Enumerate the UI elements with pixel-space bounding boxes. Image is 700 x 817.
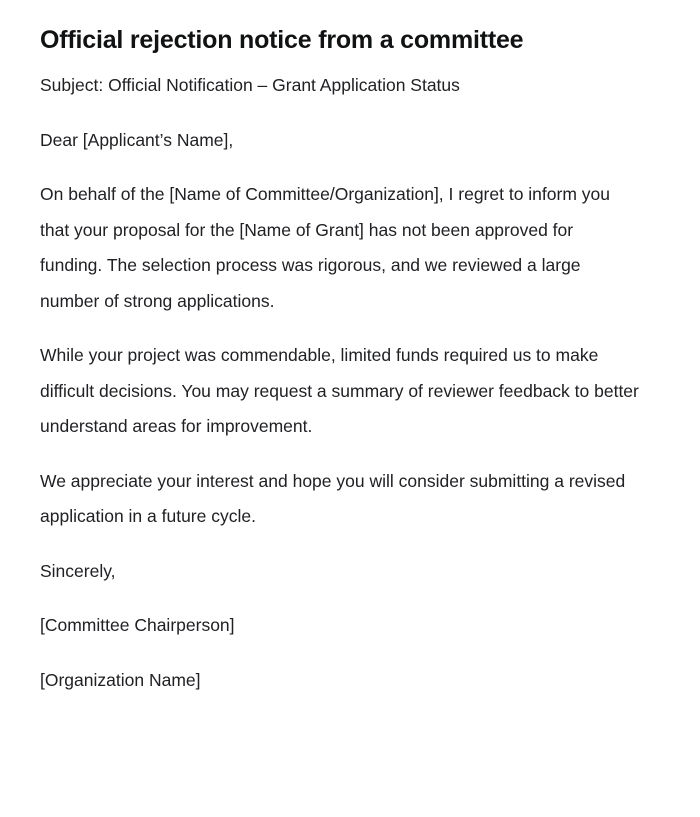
salutation-paragraph: Dear [Applicant’s Name], [40,129,234,150]
subject-line: Subject: Official Notification – Grant Application Status [40,75,460,95]
body-paragraph-2: While your project was commendable, limited funds required us to make difficult decisions. You may request a summary of reviewer feedback to better understand areas for improvement. [40,345,639,436]
body-paragraph-1: On behalf of the [Name of Committee/Organization], I regret to inform you that your proposal for the [Name of Grant] has not been approved for funding. The selection process was rigorous, and we reviewed a large number of strong applications. [40,184,610,311]
page-title: Official rejection notice from a committee [40,26,524,54]
letter-body [40,68,640,698]
body-paragraph-3: We appreciate your interest and hope you will consider submitting a revised application in a future cycle. [40,470,626,526]
signature-organization: [Organization Name] [40,669,201,690]
signature-name: [Committee Chairperson] [40,615,235,635]
closing-salutation: Sincerely, [40,560,116,581]
